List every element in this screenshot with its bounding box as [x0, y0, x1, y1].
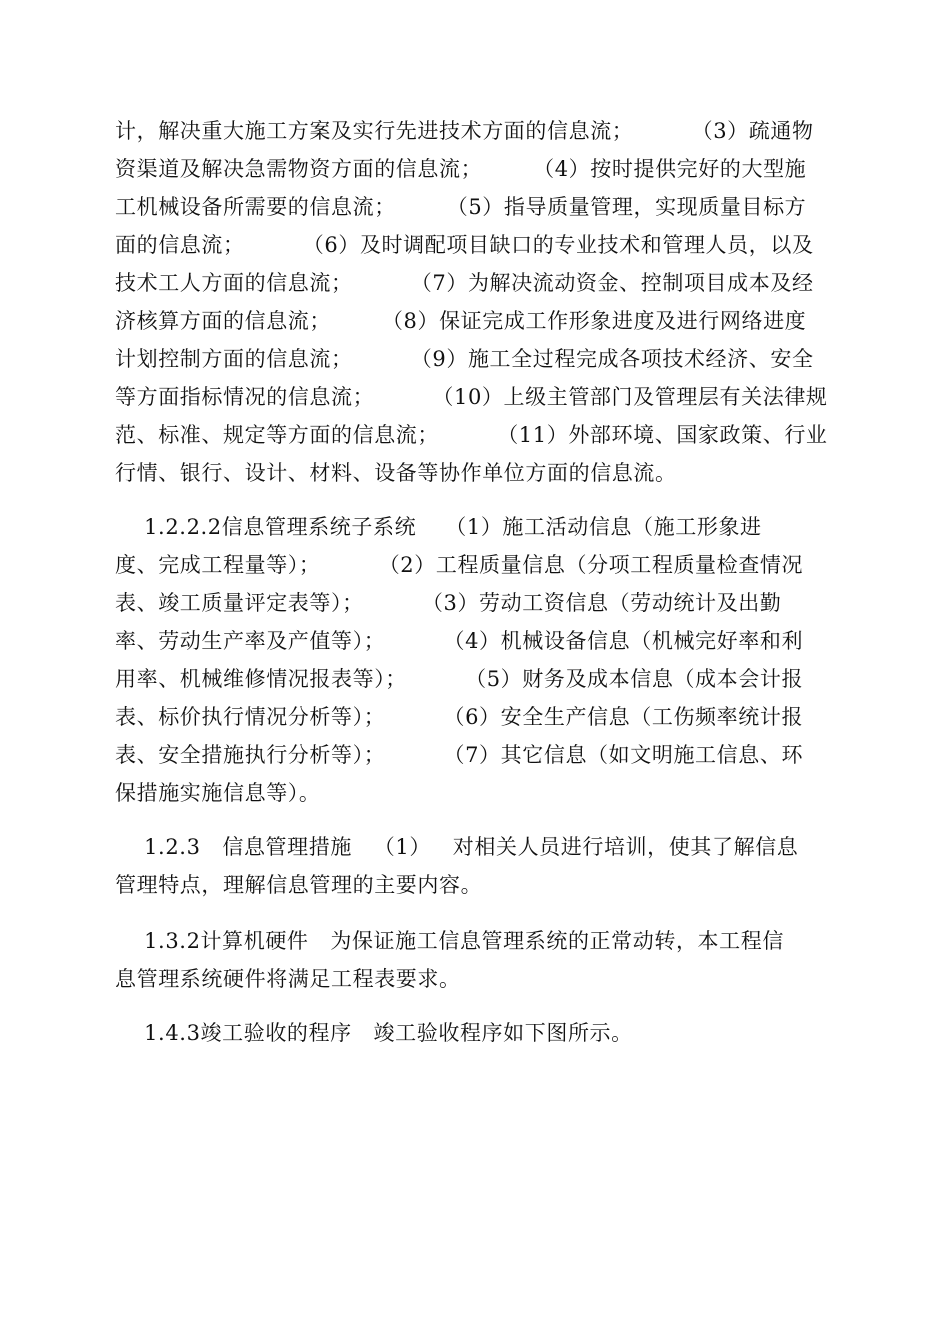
text-line: 面的信息流； （6）及时调配项目缺口的专业技术和管理人员，以及: [115, 233, 814, 257]
text-line: 表、安全措施执行分析等）； （7）其它信息（如文明施工信息、环: [115, 743, 804, 767]
text-line: 济核算方面的信息流； （8）保证完成工作形象进度及进行网络进度: [115, 309, 807, 333]
text-line: 行情、银行、设计、材料、设备等协作单位方面的信息流。: [115, 461, 677, 485]
text-line: 资渠道及解决急需物资方面的信息流； （4）按时提供完好的大型施: [115, 157, 807, 181]
text-line: 范、标准、规定等方面的信息流； （11）外部环境、国家政策、行业: [115, 423, 828, 447]
text-line: 1.3.2计算机硬件 为保证施工信息管理系统的正常动转，本工程信: [115, 929, 784, 953]
text-line: 息管理系统硬件将满足工程表要求。: [115, 967, 461, 991]
text-line: 保措施实施信息等）。: [115, 781, 321, 805]
text-line: 计划控制方面的信息流； （9）施工全过程完成各项技术经济、安全: [115, 347, 814, 371]
text-line: 1.2.2.2信息管理系统子系统 （1）施工活动信息（施工形象进: [115, 515, 762, 539]
text-line: 等方面指标情况的信息流； （10）上级主管部门及管理层有关法律规: [115, 385, 828, 409]
text-line: 1.4.3竣工验收的程序 竣工验收程序如下图所示。: [115, 1021, 633, 1045]
text-line: 表、竣工质量评定表等）； （3）劳动工资信息（劳动统计及出勤: [115, 591, 782, 615]
text-line: 度、完成工程量等）； （2）工程质量信息（分项工程质量检查情况: [115, 553, 804, 577]
text-line: 率、劳动生产率及产值等）； （4）机械设备信息（机械完好率和利: [115, 629, 804, 653]
text-line: 1.2.3 信息管理措施 （1） 对相关人员进行培训，使其了解信息: [115, 835, 799, 859]
text-line: 计，解决重大施工方案及实行先进技术方面的信息流； （3）疏通物: [115, 119, 814, 143]
text-line: 用率、机械维修情况报表等）； （5）财务及成本信息（成本会计报: [115, 667, 804, 691]
text-line: 表、标价执行情况分析等）； （6）安全生产信息（工伤频率统计报: [115, 705, 804, 729]
text-line: 管理特点，理解信息管理的主要内容。: [115, 873, 483, 897]
text-line: 工机械设备所需要的信息流； （5）指导质量管理，实现质量目标方: [115, 195, 807, 219]
text-line: 技术工人方面的信息流； （7）为解决流动资金、控制项目成本及经: [115, 271, 814, 295]
